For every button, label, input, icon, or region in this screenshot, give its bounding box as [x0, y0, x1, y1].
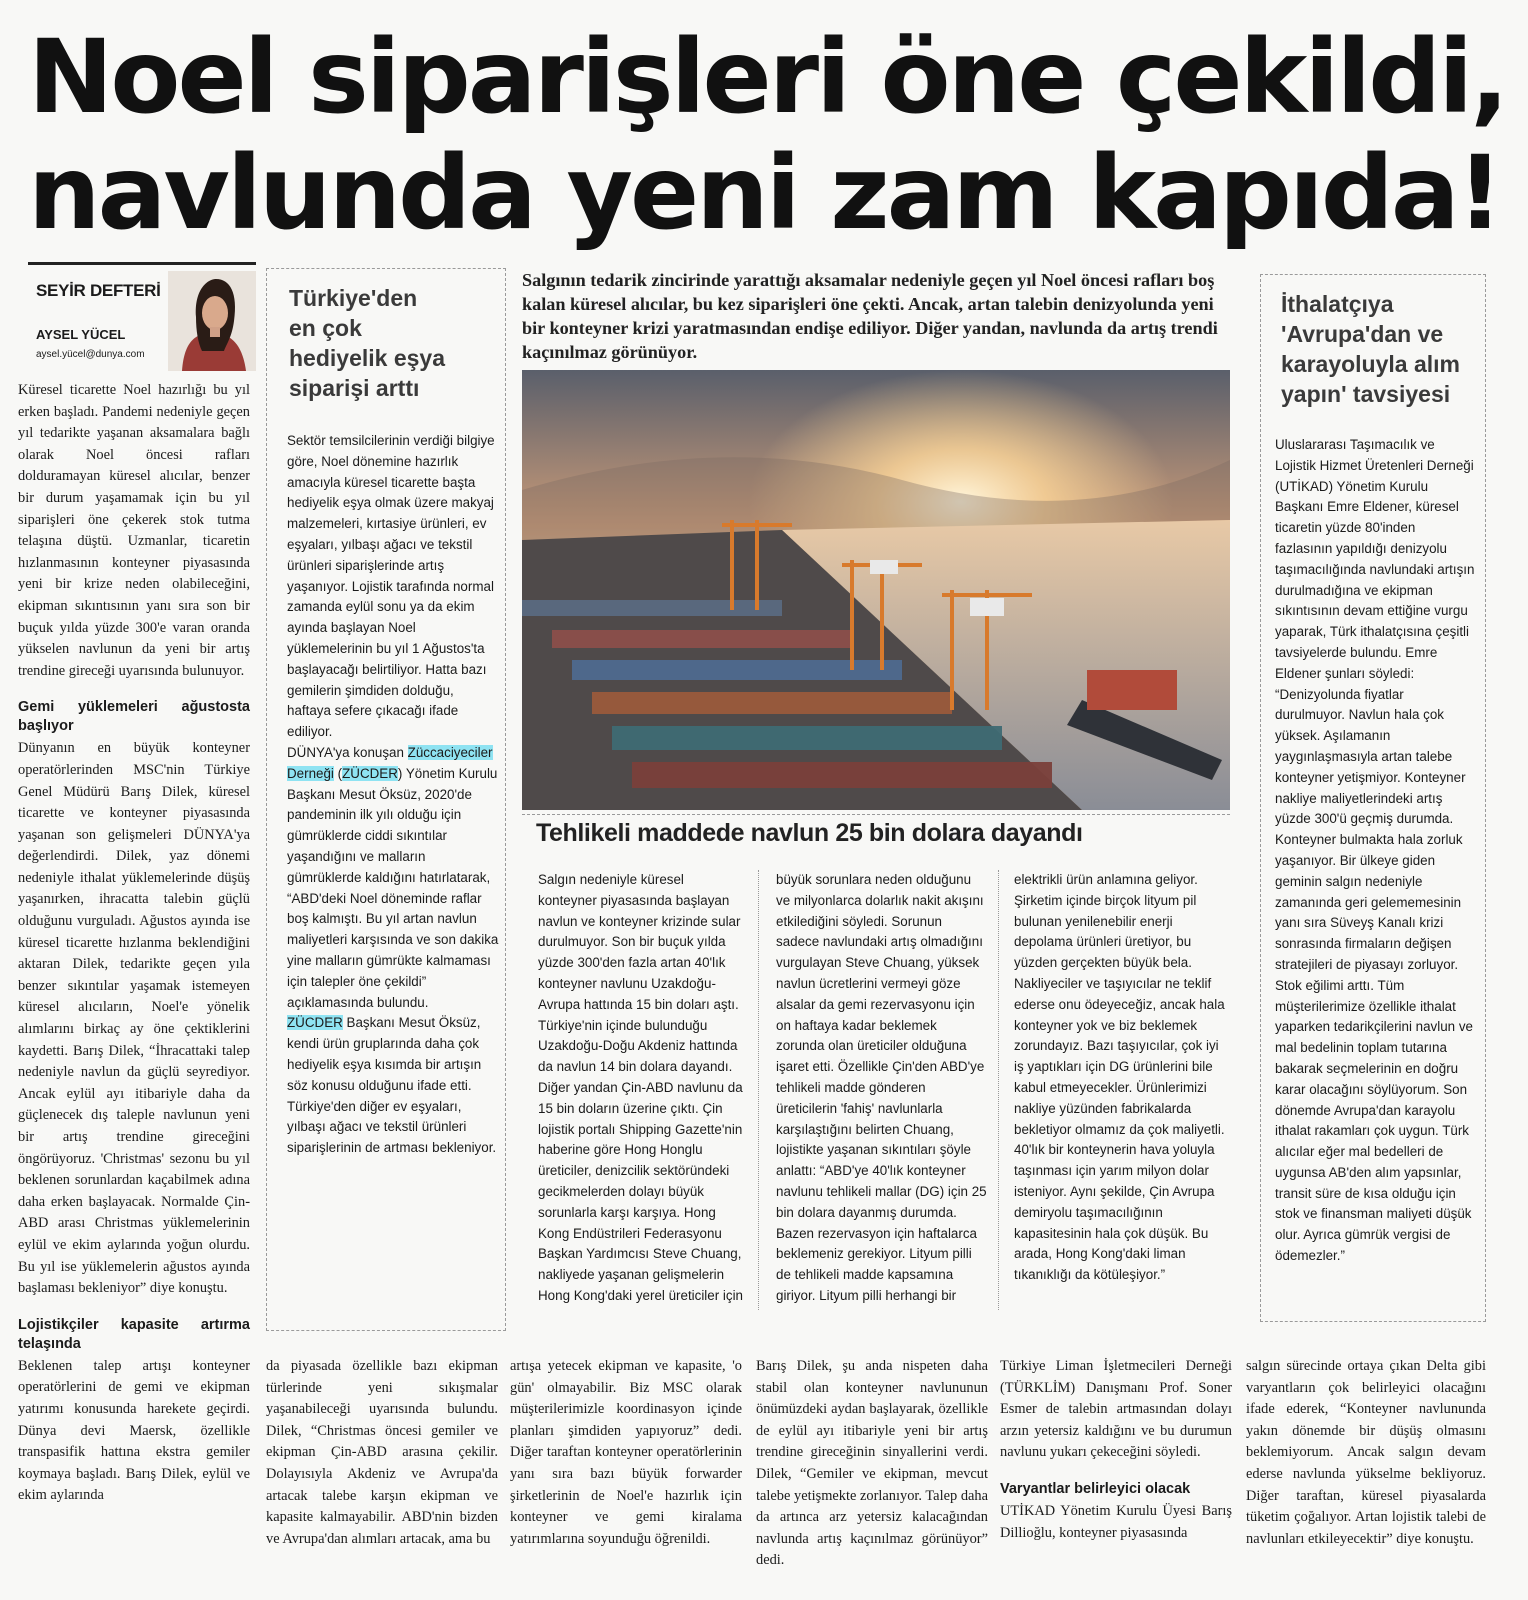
- author-email: aysel.yücel@dunya.com: [36, 349, 145, 360]
- gift-box-body: [287, 431, 499, 1159]
- headline-line-2: navlunda yeni zam kapıda!: [28, 134, 1501, 253]
- gift-box-paragraph-3: [287, 1013, 499, 1159]
- left-paragraph-3: Beklenen talep artışı konteyner operatörlerini de gemi ve ekipman yatırımı konusunda harekete geçirdi. Dünya devi Maersk, özellikle transpasifik hattına ekstra gemiler koymaya başladı. Barış Dilek, eylül ve ekim aylarında: [18, 1357, 250, 1504]
- gift-box-text: ) Yönetim Kurulu Başkanı Mesut Öksüz, 2020'de pandeminin ilk yılı olduğu için gümrüklerde ciddi sıkıntılar yaşandığını ve malların gümrüklerde kaldığını hatırlatarak, “ABD'deki Noel döneminde raflar boş kalmıştı. Bu yıl artan navlun maliyetleri karşısında ve son dakika yine malların gümrükte kalmaması için talepler öne çekildi” açıklamasında bulundu.: [287, 765, 499, 1010]
- bottom-column-5: salgın sürecinde ortaya çıkan Delta gibi varyantların çok belirleyici olacağını ifade ederek, “Konteyner navlununda yakın dönemde bir düşüş olmasını beklemiyorum. Ancak salgın devam ederse navlunda yükselme bekliyoruz. Diğer taraftan, küresel piyasalarda tüketim çoğalıyor. Artan lojistik talebi de navlunları etkileyecektir” diye konuştu.: [1246, 1358, 1486, 1547]
- subheading-lojistik: Lojistikçiler kapasite artırma telaşında: [18, 1316, 250, 1352]
- gift-box: [266, 268, 506, 1331]
- author-portrait: [168, 271, 256, 371]
- container-port-image: [522, 370, 1230, 810]
- column-name: SEYİR DEFTERİ: [36, 281, 161, 300]
- gift-box-text: (: [333, 765, 343, 781]
- gift-box-paragraph-2: [287, 743, 499, 1013]
- bottom-column-4: [1000, 1356, 1232, 1544]
- gift-box-paragraph-1: Sektör temsilcilerinin verdiği bilgiye göre, Noel dönemine hazırlık amacıyla küresel ticarette başta hediyelik eşya olmak üzere makyaj malzemeleri, kırtasiye ürünleri, ev eşyaları, yılbaşı ağacı ve tekstil ürünleri siparişlerinde artış yaşanıyor. Lojistik tarafında normal zamanda eylül sonu ya da ekim ayında başlayan Noel yüklemelerinin bu yıl 1 Ağustos'ta başlayacağı belirtiliyor. Hatta bazı gemilerin şimdiden dolduğu, haftaya sefere çıkacağı ifade ediliyor.: [287, 433, 495, 740]
- left-paragraph-1: Küresel ticarette Noel hazırlığı bu yıl erken başladı. Pandemi nedeniyle geçen yıl tedarikte yaşanan aksamalara bağlı olarak Noel öncesi rafları dolduramayan küresel alıcılar, benzer bir durum yaşamamak için bu yıl siparişleri öne çekerek stok tutma telaşına düştü. Uzmanlar, ticaretin hızlanmasının konteyner piyasasında yeni bir krize neden olabileceğini, ekipman sıkıntısının yanı sıra son bir buçuk yılda yüzde 300'e varan oranda yükselen navlunun da yeni bir artış trendine gireceği uyarısında bulunuyor.: [18, 382, 250, 679]
- subheading-varyantlar: Varyantlar belirleyici olacak: [1000, 1480, 1191, 1497]
- highlight-zuccaciyeciler: Züccaciyeciler Derneği: [287, 744, 493, 781]
- mid-column-3: elektrikli ürün anlamına geliyor. Şirketim içinde birçok lityum pil bulunan yenilenebilir enerji depolama ürünleri üretiyor, bu yüzden gerçekten büyük bela. Nakliyeciler ve taşıyıcılar ne teklif ederse onu ödeyeceğiz, ancak hala konteyner yok ve biz beklemek zorundayız. Bazı taşıyıcılar, çok iyi iş yaptıkları için DG ürünlerini bile kabul etmeyecekler. Ürünlerimizi nakliye yüzünden fabrikalarda bekletiyor olmamız da çok maliyetli. 40'lık bir konteynerin hava yoluyla taşınması için yarım milyon dolar isteniyor. Aynı şekilde, Çin Avrupa demiryolu taşımacılığının kapasitesinin hala çok düşük. Bu arada, Hong Kong'daki liman tıkanıklığı da kötüleşiyor.”: [1014, 872, 1225, 1283]
- column-divider: [998, 870, 999, 1310]
- bottom-column-3: Barış Dilek, şu anda nispeten daha stabil olan konteyner navlununun önümüzdeki aydan başlayarak, özellikle de eylül ayı itibariyle yeni bir artış trendine gireceğinin sinyallerini verdi. Dilek, “Gemiler ve ekipman, mevcut talebe yetişmekte zorlanıyor. Talep daha da artınca arz yetersiz kalacağından navlunda artış kaçınılmaz görünüyor” dedi.: [756, 1358, 988, 1569]
- column-header: [28, 262, 256, 372]
- headline-line-1: Noel siparişleri öne çekildi,: [28, 18, 1507, 137]
- subheading-gemi: Gemi yüklemeleri ağustosta başlıyor: [18, 699, 250, 735]
- column-divider: [758, 870, 759, 1310]
- importer-box-title: İthalatçıya 'Avrupa'dan ve karayoluyla alım yapın' tavsiyesi: [1281, 291, 1460, 407]
- bottom-column-1: da piyasada özellikle bazı ekipman türlerinde yeni sıkışmalar yaşanabileceği uyarısında bulundu. Dilek, “Christmas öncesi gemiler ve ekipman Çin-ABD arasına çekilir. Dolayısıyla Akdeniz ve Avrupa'da artacak talebe karşın ekipman ve kapasite kalmayabilir. ABD'nin bizden ve Avrupa'dan alımları artacak, ama bu: [266, 1358, 498, 1547]
- importer-box-body: Uluslararası Taşımacılık ve Lojistik Hizmet Üretenleri Derneği (UTİKAD) Yönetim Kurulu Başkanı Emre Eldener, küresel ticaretin yüzde 80'inden fazlasının yapıldığı denizyolu taşımacılığında navlundaki artışın durulmadığına ve ekipman sıkıntısının devam ettiğine vurgu yaparak, Türk ithalatçısına çeşitli tavsiyelerde bulundu. Emre Eldener şunları söyledi: “Denizyolunda fiyatlar durulmuyor. Navlun hala çok yüksek. Aşılamanın yaygınlaşmasıyla artan talebe konteyner yetişmiyor. Konteyner nakliye maliyetlerindeki artış yüzde 300'ü geçmiş durumda. Konteyner bulmakta hala zorluk yaşanıyor. Bir ülkeye giden geminin salgın nedeniyle zamanında geri gelememesinin yanı sıra Süveyş Kanalı krizi sonrasında firmaların değişen stratejileri de piyasayı zorluyor. Stok eğilimi arttı. Tüm müşterilerimize özellikle ithalat yaparken tedarikçilerini navlun ve mal bedelinin toplam tutarına bakarak seçmelerinin en doğru karar olacağını söylüyorum. Son dönemde Avrupa'dan karayolu ithalat rakamları çok uygun. Türk alıcılar eğer mal bedelleri de uygunsa AB'den alım yapsınlar, transit süre de kısa olduğu için stok ve finansman maliyeti düşük olur. Ayrıca gümrük vergisi de ödemezler.”: [1275, 437, 1475, 1264]
- headline: [28, 20, 1508, 252]
- left-column: [18, 380, 250, 1507]
- highlight-zucder-2: ZÜCDER: [287, 1015, 343, 1031]
- port-photo: [522, 370, 1230, 810]
- bottom-column-4-text: Türkiye Liman İşletmecileri Derneği (TÜRKLİM) Danışmanı Prof. Soner Esmer de talebin artmasından dolayı arzın yetersiz kaldığını ve bu durumun navlunu yukarı çekeceğini söyledi.: [1000, 1358, 1232, 1461]
- gift-box-text: Başkanı Mesut Öksüz, kendi ürün gruplarında daha çok hediyelik eşya kısımda bir artışın söz konusu olduğunu ifade etti. Türkiye'den diğer ev eşyaları, yılbaşı ağacı ve tekstil ürünleri siparişlerinin de artması bekleniyor.: [287, 1015, 497, 1156]
- gift-box-title: Türkiye'den en çok hediyelik eşya siparişi arttı: [289, 285, 445, 401]
- highlight-zucder: ZÜCDER: [342, 765, 398, 781]
- gift-box-text: DÜNYA'ya konuşan: [287, 744, 408, 760]
- left-paragraph-2: Dünyanın en büyük konteyner operatörlerinden MSC'nin Türkiye Genel Müdürü Barış Dilek, küresel ticarette ve konteyner piyasasında yaşanan son gelişmeleri DÜNYA'ya değerlendirdi. Dilek, yaz dönemi nedeniyle ithalat yüklemelerinde düşüş yaşanırken, ihracatta talebin güçlü olduğunu vurguladı. Ağustos ayında ise küresel ticarette hızlanma beklendiğini aktaran Dilek, tedarikte geçen yıla benzer sıkıntılar yaşamak istemeyen küresel alıcıların, Noel'e yönelik alımlarını birkaç ay öne çektiklerini kaydetti. Barış Dilek, “İhracattaki talep nedeniyle navlun da güçlü seyrediyor. Ancak eylül ayı itibariyle daha da güçlenecek dış taleple navlunun yeni bir artış trendine gireceğini öngörüyoruz. 'Christmas' sezonu bu yıl beklenen sorunlardan kaçabilmek adına daha erken başlayacak. Normalde Çin- ABD arası Christmas yüklemelerinin eylül ve ekim aylarında yoğun olurdu. Bu yıl ise yüklemelerin ağustos ayında başlaması bekleniyor” diye konuştu.: [18, 740, 250, 1297]
- bottom-column-4-text-2: UTİKAD Yönetim Kurulu Üyesi Barış Dillioğlu, konteyner piyasasında: [1000, 1502, 1232, 1541]
- mid-column-1: Salgın nedeniyle küresel konteyner piyasasında başlayan navlun ve konteyner krizinde sular durulmuyor. Son bir buçuk yılda yüzde 300'den fazla artan 40'lık konteyner navlunu Uzakdoğu-Avrupa hattında 15 bin doları aştı. Türkiye'nin içinde bulunduğu Uzakdoğu-Doğu Akdeniz hattında da navlun 14 bin dolara dayandı. Diğer yandan Çin-ABD navlunu da 15 bin doların üzerine çıktı. Çin lojistik portalı Shipping Gazette'nin haberine göre Hong Honglu üreticiler, denizcilik sektöründeki gecikmelerden dolayı büyük sorunlarla karşı karşıya. Hong Kong Endüstrileri Federasyonu Başkan Yardımcısı Steve Chuang, nakliyede yaşanan gelişmelerin Hong Kong'daki yerel üreticiler için: [538, 872, 744, 1303]
- bottom-column-2: artışa yetecek ekipman ve kapasite, 'o gün' olmayabilir. Biz MSC olarak müşterilerimizle koordinasyon içinde planları şimdiden yapıyoruz” dedi. Diğer taraftan konteyner operatörlerinin yanı sıra bazı büyük forwarder şirketlerinin de Noel'e hazırlık için konteyner ve gemi kiralama yatırımlarına soyunduğu öğrenildi.: [510, 1358, 742, 1547]
- lead-paragraph: Salgının tedarik zincirinde yarattığı aksamalar nedeniyle geçen yıl Noel öncesi rafları boş kalan küresel alıcılar, bu kez siparişleri öne çekti. Ancak, artan talebin denizyolunda yeni bir konteyner krizi yaratmasından endişe ediliyor. Diğer yandan, navlunda da artış trendi kaçınılmaz görünüyor.: [522, 270, 1218, 362]
- author-name: AYSEL YÜCEL: [36, 327, 126, 342]
- importer-box: [1260, 274, 1486, 1322]
- mid-column-2: büyük sorunlara neden olduğunu ve milyonlarca dolarlık nakit akışını etkilediğini söyledi. Sorunun sadece navlundaki artış olmadığını vurgulayan Steve Chuang, yüksek navlun ücretlerini vermeyi göze alsalar da gemi rezervasyonu için on haftaya kadar beklemek zorunda olan üreticiler olduğuna işaret etti. Özellikle Çin'den ABD'ye tehlikeli madde gönderen üreticilerin 'fahiş' navlunlarla karşılaştığını belirten Chuang, lojistikte yaşanan sıkıntıları şöyle anlattı: “ABD'ye 40'lık konteyner navlunu tehlikeli mallar (DG) için 25 bin dolara dayanmış durumda. Bazen rezervasyon için haftalarca beklemeniz gerekiyor. Lityum pilli de tehlikeli madde kapsamına giriyor. Lityum pilli herhangi bir: [776, 872, 987, 1303]
- photo-caption: Tehlikeli maddede navlun 25 bin dolara dayandı: [522, 814, 1230, 852]
